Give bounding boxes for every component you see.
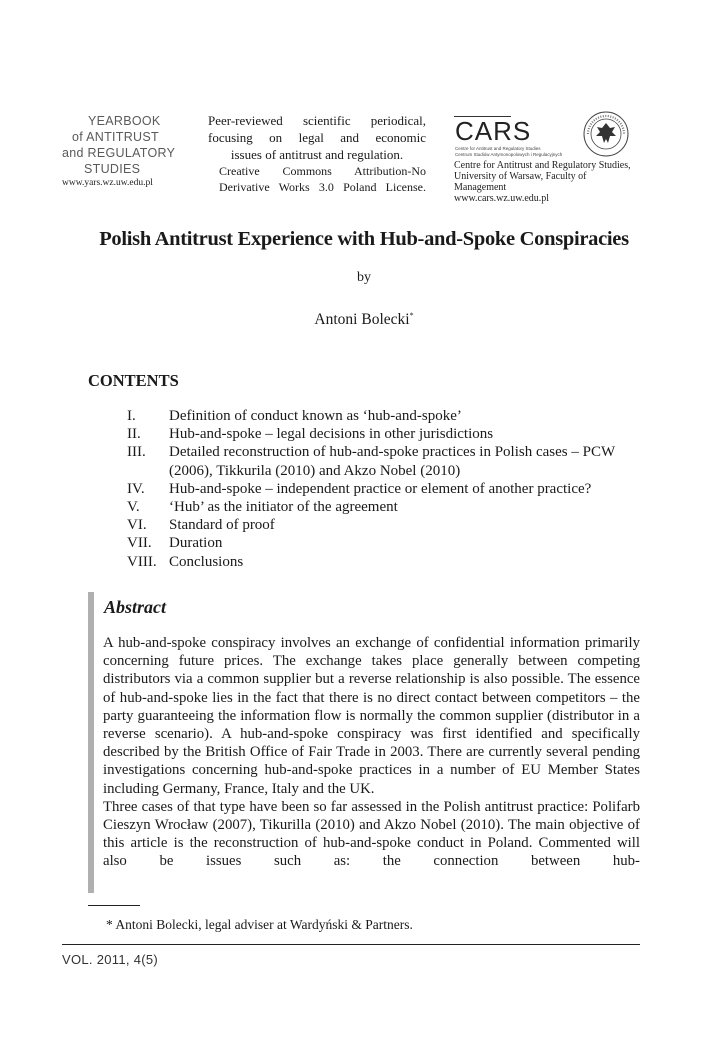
- description-line: issues of antitrust and regulation.: [230, 147, 404, 162]
- abstract-side-bar: [88, 592, 94, 893]
- toc-number: IV.: [127, 480, 145, 497]
- cars-url: www.cars.wz.uw.edu.pl: [454, 193, 550, 204]
- toc-number: III.: [127, 444, 146, 461]
- volume-label: VOL. 2011, 4(5): [62, 952, 159, 967]
- cars-info-line: University of Warsaw, Faculty of Management: [454, 171, 587, 193]
- toc-item: [127, 443, 647, 479]
- contents-heading: CONTENTS: [88, 371, 179, 390]
- journal-url: www.yars.wz.uw.edu.pl: [62, 178, 153, 188]
- cars-subtitle-pl: Centrum Studiów Antymonopolowych i Regulacyjnych: [455, 152, 563, 157]
- abstract-paragraph: Three cases of that type have been so far assessed in the Polish antitrust practice: Polifarb Cieszyn Wrocław (2007), Tikurilla (2010) and Akzo Nobel (2010). The main objective of this article is the reconstruction of hub-and-spoke conduct in Poland. Commented will also be issues such as: the connection between hub-: [103, 798, 640, 870]
- toc-text: Standard of proof: [169, 517, 275, 534]
- journal-name-line: and REGULATORY: [62, 146, 176, 160]
- university-seal-icon: [582, 110, 630, 158]
- toc-item: [127, 516, 647, 534]
- cars-logo: CARS: [455, 116, 532, 146]
- article-title: Polish Antitrust Experience with Hub-and-Spoke Conspiracies: [99, 228, 629, 250]
- journal-description: [208, 112, 426, 195]
- toc-number: VIII.: [127, 553, 157, 570]
- author-name: [0, 311, 728, 329]
- cars-info-line: Centre for Antitrust and Regulatory Studies,: [454, 160, 631, 171]
- toc-text: Definition of conduct known as ‘hub-and-spoke’: [169, 408, 462, 424]
- toc-text: Hub-and-spoke – independent practice or element of another practice?: [169, 480, 592, 497]
- cars-info: [454, 160, 640, 204]
- toc-text: Duration: [169, 535, 223, 552]
- footnote: * Antoni Bolecki, legal adviser at Wardyński & Partners.: [106, 917, 413, 932]
- cars-subtitle-en: Centre for Antitrust and Regulatory Studies: [455, 146, 541, 151]
- toc-text: Hub-and-spoke – legal decisions in other jurisdictions: [169, 426, 494, 443]
- abstract-body: [103, 634, 640, 871]
- toc-number: II.: [127, 426, 141, 443]
- toc-item: [127, 425, 647, 443]
- abstract-paragraph: A hub-and-spoke conspiracy involves an exchange of confidential information primarily concerning future prices. The exchange takes place generally between competing distributors via a common supplier but a reverse relationship is also possible. The essence of hub-and-spoke lies in the fact that there is no direct contact between competitors – the party guaranteeing the information flow is normally the common supplier (distributor in a reverse scenario). A hub-and-spoke conspiracy was first identified and specifically described by the British Office of Fair Trade in 2003. There are currently several pending investigations concerning hub-and-spoke practices in a number of EU Member States including Germany, France, Italy and the UK.: [103, 635, 640, 797]
- footnote-rule: [88, 905, 140, 906]
- journal-name-line: STUDIES: [84, 162, 141, 176]
- byline: by: [357, 270, 371, 285]
- toc-number: VII.: [127, 535, 152, 552]
- toc-text: Detailed reconstruction of hub-and-spoke practices in Polish cases – PCW (2006), Tikkurila (2010) and Akzo Nobel (2010): [169, 444, 615, 479]
- toc-item: [127, 553, 647, 571]
- toc-number: VI.: [127, 517, 147, 534]
- toc-number: I.: [127, 408, 136, 424]
- toc-number: V.: [127, 499, 140, 516]
- description-line: focusing on legal and economic: [208, 130, 426, 145]
- footnote-mark: *: [409, 311, 414, 320]
- description-line: Peer-reviewed scientific periodical,: [208, 113, 426, 128]
- license-line: Creative Commons Attribution-No: [219, 164, 426, 178]
- toc-item: [127, 407, 647, 425]
- footer-rule: [62, 944, 640, 945]
- journal-name-line: of ANTITRUST: [72, 130, 159, 144]
- license-line: Derivative Works 3.0 Poland License.: [219, 180, 426, 194]
- author-name-text: Antoni Bolecki: [314, 311, 410, 329]
- journal-name-line: YEARBOOK: [88, 114, 161, 128]
- toc-item: [127, 498, 647, 516]
- toc-text: ‘Hub’ as the initiator of the agreement: [169, 499, 398, 516]
- table-of-contents: [127, 407, 647, 571]
- toc-item: [127, 480, 647, 498]
- abstract-heading: Abstract: [104, 597, 167, 617]
- toc-text: Conclusions: [169, 553, 244, 570]
- cars-logo-subtitle: [455, 146, 575, 158]
- cars-block: [454, 110, 640, 204]
- journal-name-block: [62, 113, 184, 188]
- toc-item: [127, 534, 647, 552]
